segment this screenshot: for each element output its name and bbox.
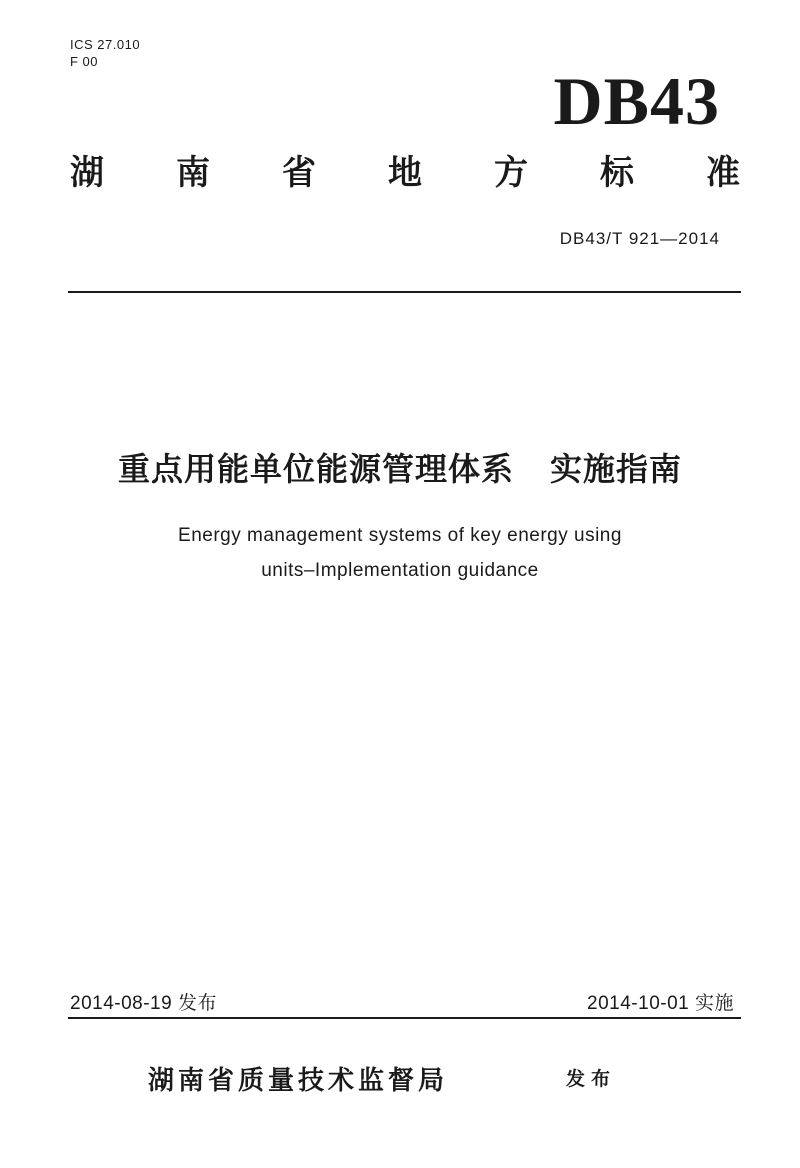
implementation-date: 2014-10-01 实施 bbox=[587, 993, 734, 1014]
standard-kind-char: 标 bbox=[600, 154, 634, 192]
standard-kind bbox=[70, 150, 740, 196]
standard-kind-char: 湖 bbox=[70, 154, 104, 192]
ics-code: ICS 27.010 bbox=[70, 37, 141, 52]
category-code: F 00 bbox=[70, 54, 99, 69]
issuing-authority: 湖南省质量技术监督局 bbox=[148, 1065, 449, 1095]
english-title-line2: units–Implementation guidance bbox=[261, 560, 539, 581]
bottom-divider bbox=[68, 1017, 741, 1019]
standard-kind-char: 省 bbox=[282, 154, 316, 192]
standard-kind-char: 南 bbox=[176, 154, 210, 192]
chinese-title-part2: 实施指南 bbox=[550, 451, 683, 487]
issue-date: 2014-08-19 发布 bbox=[70, 993, 217, 1014]
chinese-title-part1: 重点用能单位能源管理体系 bbox=[117, 451, 514, 487]
issue-label: 发布 bbox=[566, 1069, 617, 1090]
english-title-line1: Energy management systems of key energy using bbox=[178, 525, 622, 546]
standard-kind-char: 地 bbox=[388, 154, 422, 192]
standard-code: DB43 bbox=[553, 63, 720, 139]
classification-codes bbox=[70, 36, 140, 70]
standard-kind-char: 准 bbox=[706, 154, 740, 192]
top-divider bbox=[68, 291, 741, 293]
english-title bbox=[0, 518, 800, 588]
standard-number: DB43/T 921—2014 bbox=[559, 229, 720, 248]
chinese-title bbox=[0, 447, 800, 491]
standard-kind-char: 方 bbox=[494, 154, 528, 192]
